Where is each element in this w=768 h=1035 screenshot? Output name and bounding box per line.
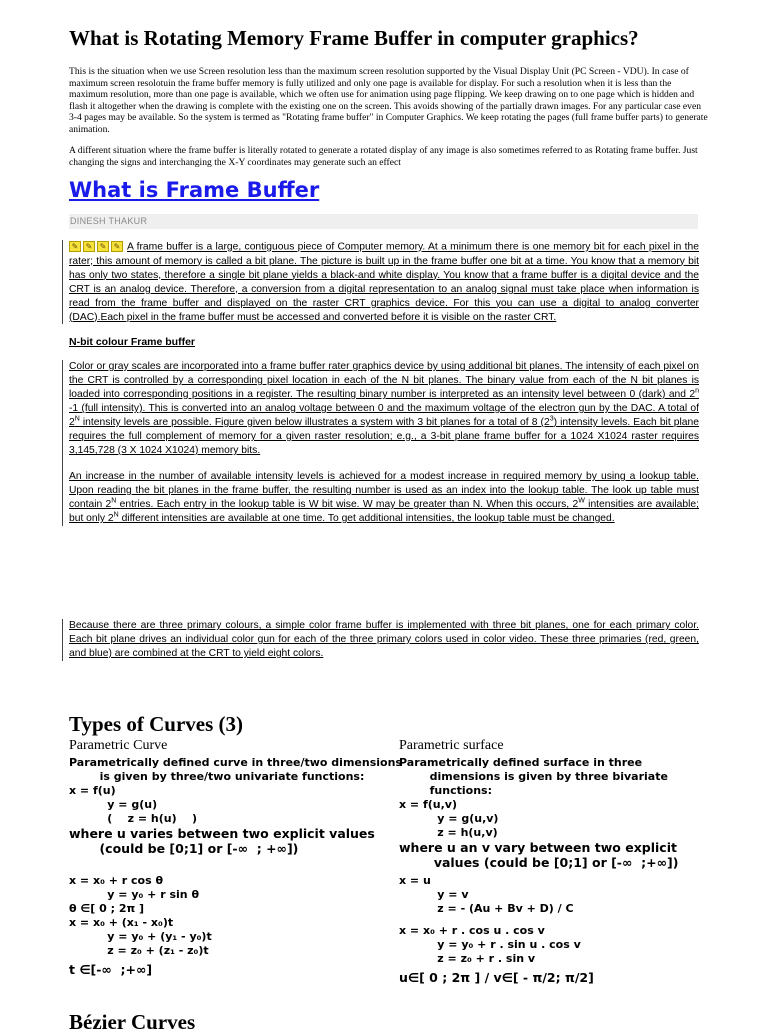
text-run: An increase in the number of available intensity levels is achieved for a modest increase in required memory by using a lookup table. Upon reading the bit planes in the frame buffer, the resulting number is used as an index into the lookup table. The look up table must contain 2 — [69, 471, 699, 510]
bezier-heading: Bézier Curves — [69, 1010, 196, 1034]
nbit-paragraph-3: Because there are three primary colours, a simple color frame buffer is implemented with three bit planes, one for each primary color. Each bit plane drives an individual color gun for each of the three primary colors used in color video. These three primaries (red, green, and blue) are combined at the CRT to yield eight colors. — [69, 620, 699, 659]
surface-uv-range: u∈[ 0 ; 2π ] / v∈[ - π/2; π/2] — [399, 970, 594, 985]
surface-plane-example: x = u y = v z = - (Au + Bv + D) / C — [399, 874, 574, 915]
text-run: -1 (full intensity). This is converted into an analog voltage between 0 and the maximum voltage of the electron gun by the DAC. A total of 2 — [69, 403, 699, 428]
nbit-paragraph-1 — [69, 360, 699, 458]
superscript: N — [111, 497, 117, 505]
text-run: different intensities are available at one time. To get additional intensities, the lookup table must be changed. — [118, 513, 615, 524]
left-margin-bar — [62, 240, 63, 324]
text-run: entries. Each entry in the lookup table is W bit wise. W may be greater than N. When this occurs, 2 — [116, 499, 579, 510]
left-margin-bar — [62, 470, 63, 526]
curve-definition: Parametrically defined curve in three/two dimensions is given by three/two univariate functions: x = f(u) y = g(u) ( z = h(u) ) — [69, 756, 402, 825]
curve-examples: x = x₀ + r cos θ y = y₀ + r sin θ θ ∈[ 0 ; 2π ] x = x₀ + (x₁ - x₀)t y = y₀ + (y₁ - y₀)t z = z₀ + (z₁ - z₀)t — [69, 874, 212, 957]
text-run: ) intensity levels. Each bit plane requires the full complement of memory for a given raster resolution; e.g., a 3-bit plane frame buffer for a 1024 X1024 raster requires 3,145,728 (3 X 1024 X1024) memory bits. — [69, 417, 699, 456]
edit-icons[interactable] — [69, 240, 125, 254]
nbit-paragraph-2 — [69, 470, 699, 526]
surface-range-text: where u an v vary between two explicit values (could be [0;1] or [-∞ ;+∞]) — [399, 840, 679, 870]
author-bar — [69, 214, 698, 229]
superscript: N — [74, 415, 80, 423]
curve-range-text: where u varies between two explicit values (could be [0;1] or [-∞ ; +∞]) — [69, 826, 375, 856]
parametric-curve-column — [69, 738, 402, 977]
left-margin-bar — [62, 360, 63, 486]
pencil-icon[interactable]: ✎ — [83, 241, 95, 252]
intro-paragraph: This is the situation when we use Screen resolution less than the maximum screen resolution supported by the Visual Display Unit (PC Screen - VDU). In case of maximum screen resolotuin the frame buffer memory is fully utilized and only one page is available for display. For such a resolution when it is less than the maximum resolution, more than one page is available, which we often use for animation using page flipping. We keep drawing on to one page which is hidden and flash it altogether when the drawing is complete with the existing one on the screen. This avoids showing of the partially drawn images. For any particular case even 3-4 pages may be available. So the system is termed as "Rotating frame buffer" in Computer Graphics. We keep rotating the pages (full frame buffer parts) to generate animation. — [69, 66, 708, 135]
text-run: Color or gray scales are incorporated into a frame buffer rater graphics device by using additional bit planes. The intensity of each pixel on the CRT is controlled by a corresponding pixel location in each of the N bit planes. The binary value from each of the N bit planes is loaded into corresponding positions in a register. The resulting binary number is interpreted as an intensity level between 0 (dark) and 2 — [69, 361, 699, 400]
frame-buffer-heading-link[interactable]: What is Frame Buffer — [69, 178, 320, 202]
frame-buffer-text: A frame buffer is a large, contiguous piece of Computer memory. At a minimum there is one memory bit for each pixel in the rater; this amount of memory is called a bit plane. The picture is built up in the frame buffer one bit at a time. You know that a memory bit has only two states, therefore a single bit plane yields a black-and white display. You know that a frame buffer is a digital device and the CRT is an analog device. Therefore, a conversion from a digital representation to an analog signal must take place when information is read from the frame buffer and displayed on the raster CRT graphics device. For this you can use a digital to analog converter (DAC).Each pixel in the frame buffer must be accessed and converted before it is visible on the raster CRT. — [69, 241, 699, 323]
page-title: What is Rotating Memory Frame Buffer in computer graphics? — [69, 26, 639, 50]
author-name: DINESH THAKUR — [70, 216, 148, 226]
surface-definition: Parametrically defined surface in three dimensions is given by three bivariate functions: x = f(u,v) y = g(u,v) z = h(u,v) — [399, 756, 668, 839]
pencil-icon[interactable]: ✎ — [97, 241, 109, 252]
superscript: 3 — [549, 415, 554, 423]
text-run: intensities are available; but only 2 — [69, 499, 699, 524]
pencil-icon[interactable]: ✎ — [69, 241, 81, 252]
left-margin-bar — [62, 619, 63, 661]
curves-heading: Types of Curves (3) — [69, 712, 244, 736]
intro-paragraph-2: A different situation where the frame buffer is literally rotated to generate a rotated display of any image is also sometimes referred to as Rotating frame buffer. Just changing the signs and interchanging the X-Y coordinates may generate such an effect — [69, 145, 698, 168]
frame-buffer-paragraph — [69, 240, 699, 325]
superscript: N — [113, 511, 119, 519]
nbit-heading: N-bit colour Frame buffer — [69, 336, 196, 348]
pencil-icon[interactable]: ✎ — [111, 241, 123, 252]
text-run: intensity levels are possible. Figure given below illustrates a system with 3 bit planes for a total of 8 (2 — [79, 417, 550, 428]
parametric-surface-column — [399, 738, 699, 985]
curve-t-range: t ∈[-∞ ;+∞] — [69, 962, 153, 977]
parametric-curve-subheading: Parametric Curve — [69, 738, 168, 753]
parametric-surface-subheading: Parametric surface — [399, 738, 504, 753]
superscript: W — [578, 497, 585, 505]
surface-sphere-example: x = x₀ + r . cos u . cos v y = y₀ + r . sin u . cos v z = z₀ + r . sin v — [399, 924, 581, 965]
superscript: n — [695, 387, 699, 395]
